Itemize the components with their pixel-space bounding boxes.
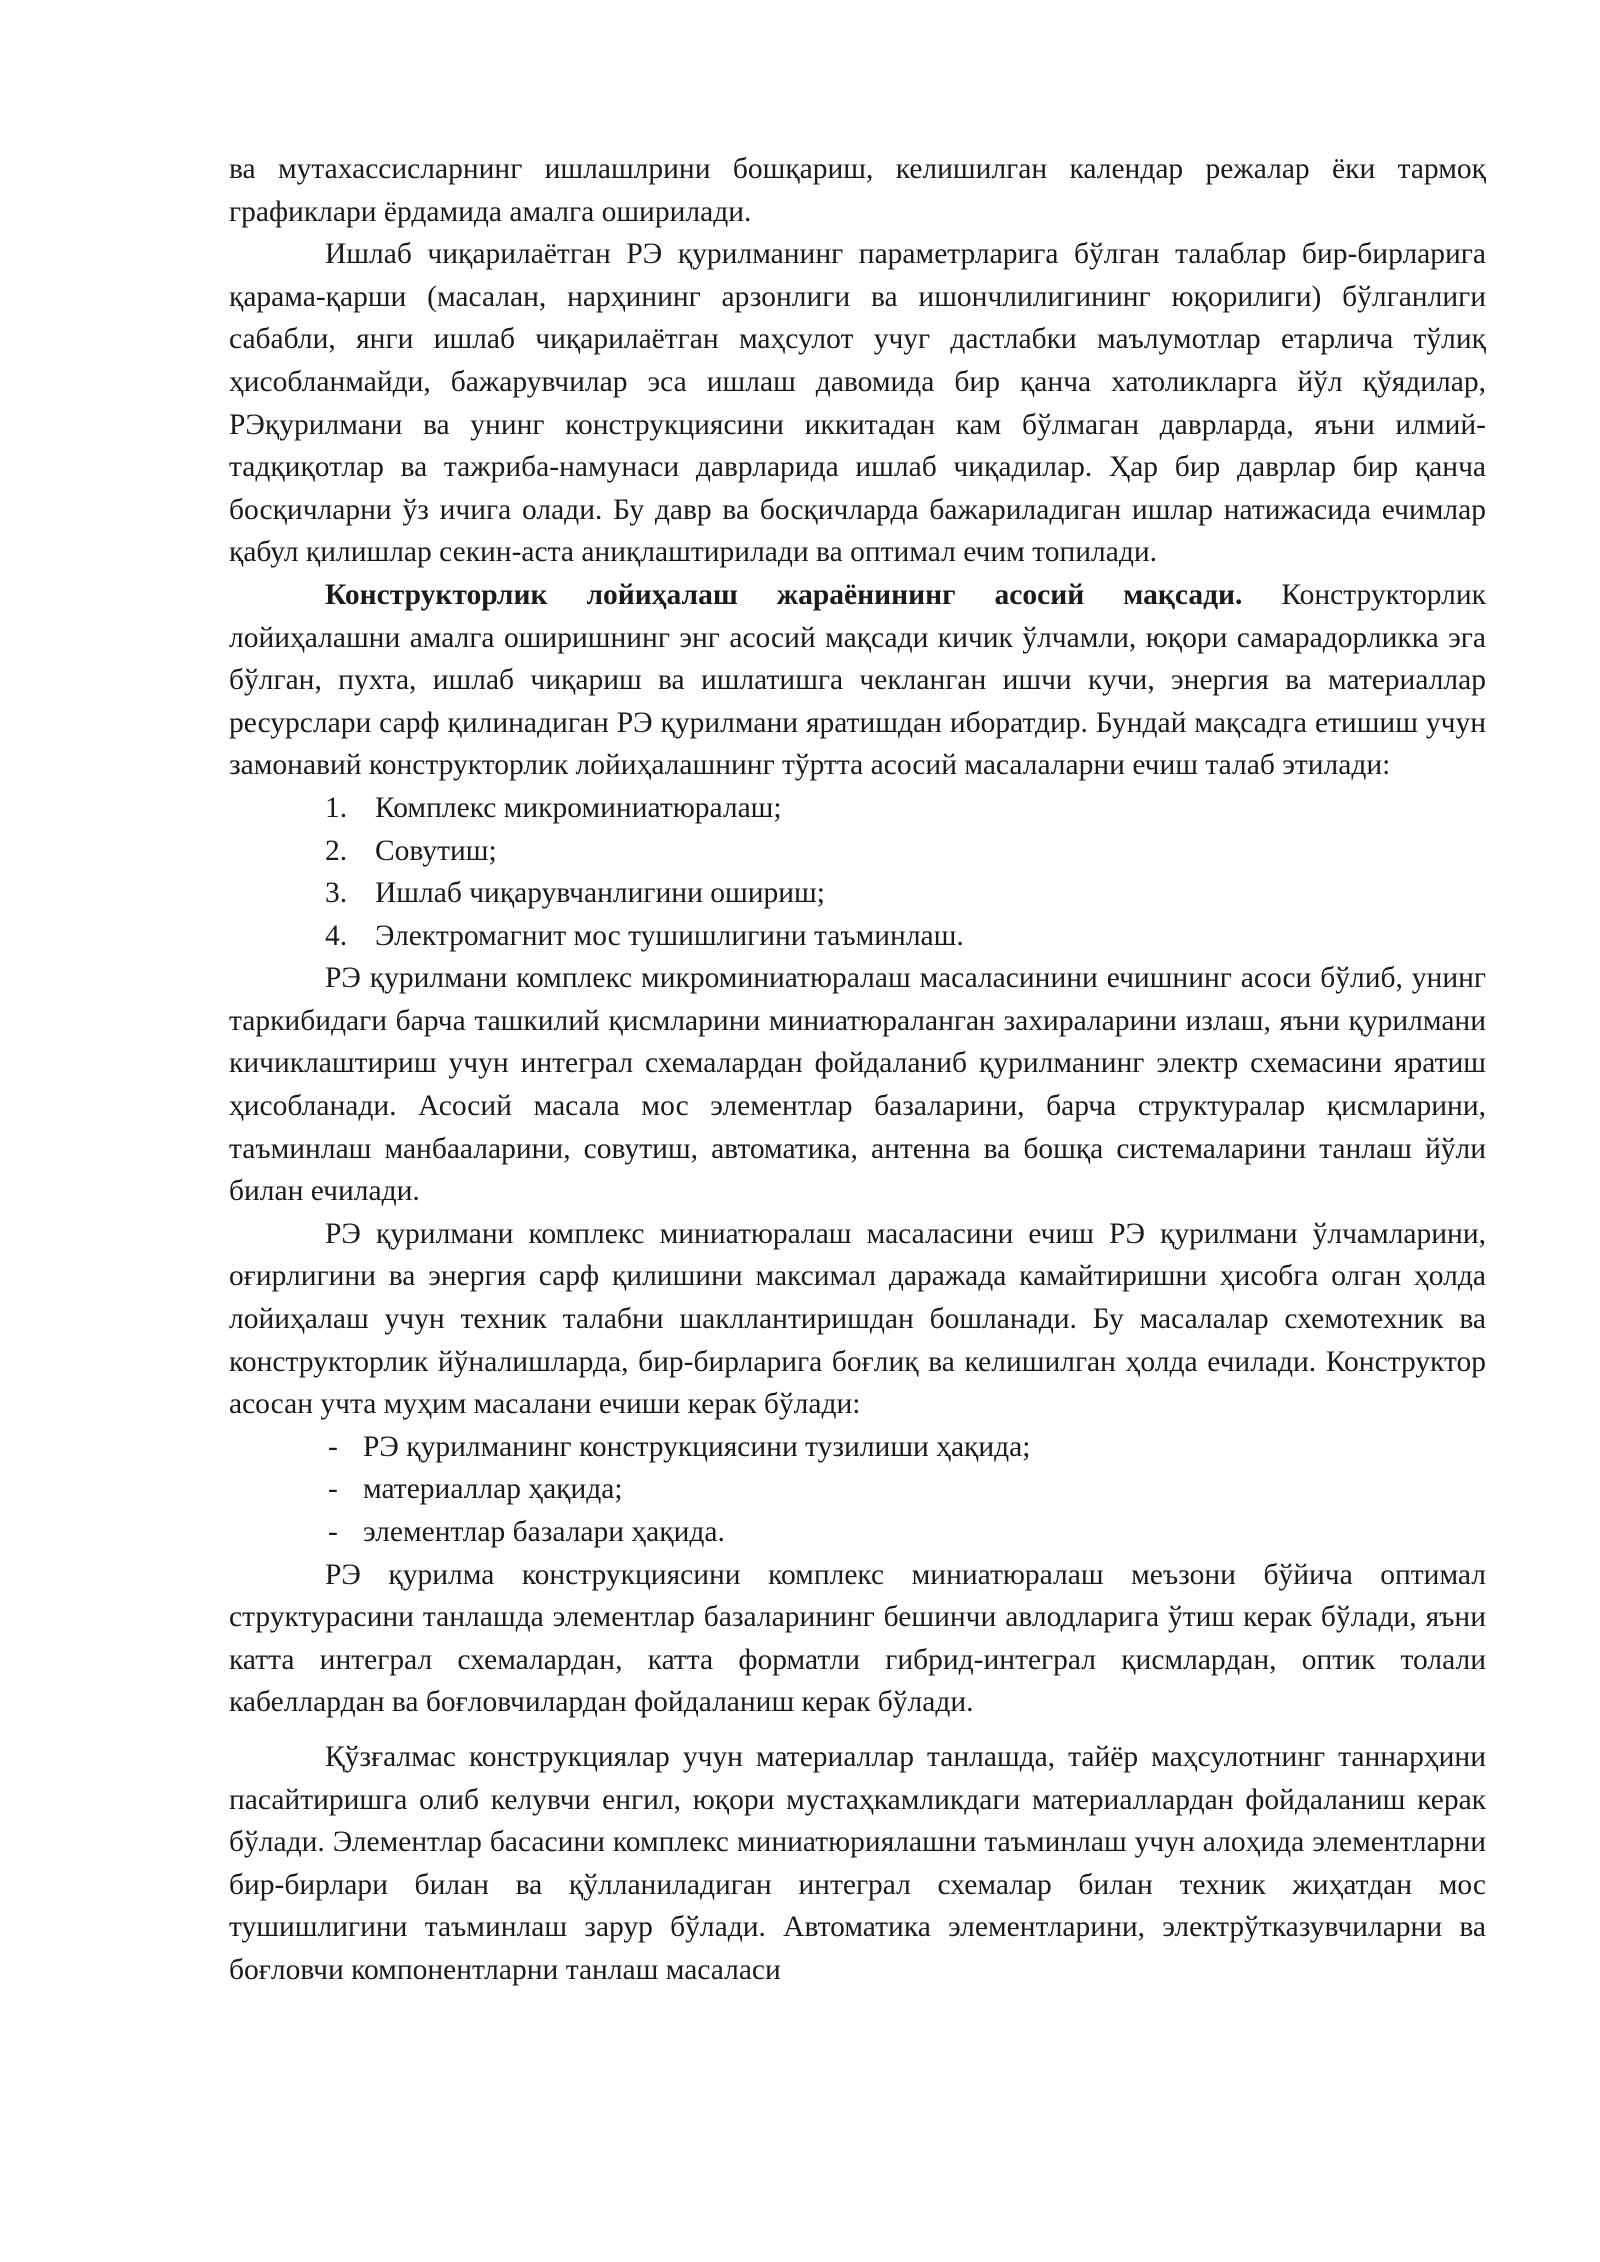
list-item bbox=[229, 1511, 1486, 1554]
list-item bbox=[229, 787, 1486, 830]
list-item-text: материаллар ҳақида; bbox=[363, 1473, 623, 1506]
list-item-number: 4. bbox=[325, 919, 348, 952]
paragraph-materials: Қўзғалмас конструкциялар учун материаллар танлашда, тайёр маҳсулотнинг таннарҳини пасайтиришга олиб келувчи енгил, юқори мустаҳкамликдаги материаллардан фойдаланиш керак бўлади. Элементлар басасини комплекс миниатюриялашни таъминлаш учун алоҳида элементларни бир-бирлари билан ва қўлланиладиган интеграл схемалар билан техник жиҳатдан мос тушишлигини таъминлаш зарур бўлади. Автоматика элементларини, электрўтказувчиларни ва боғловчи компонентларни танлаш масаласи bbox=[229, 1740, 1486, 1986]
list-item-text: элементлар базалари ҳақида. bbox=[363, 1516, 725, 1548]
numbered-list bbox=[229, 787, 1486, 957]
list-item-number: 2. bbox=[325, 834, 348, 867]
list-item bbox=[229, 830, 1486, 873]
list-item-text: Комплекс микроминиатюралаш; bbox=[375, 791, 782, 824]
list-item-text: Электромагнит мос тушишлигини таъминлаш. bbox=[375, 919, 964, 952]
paragraph-element-base: РЭ қурилма конструкциясини комплекс миниатюралаш меъзони бўйича оптимал структурасини танлашда элементлар базаларининг бешинчи авлодларига ўтиш керак бўлади, яъни катта интеграл схемалардан, катта форматли гибрид-интеграл қисмлардан, оптик толали кабеллардан ва боғловчилардан фойдаланиш керак бўлади. bbox=[229, 1558, 1486, 1719]
paragraph-requirements: Ишлаб чиқарилаётган РЭ қурилманинг параметрларига бўлган талаблар бир-бирларига қарама-қарши (масалан, нарҳининг арзонлиги ва ишончлилигининг юқорилиги) бўлганлиги сабабли, янги ишлаб чиқарилаётган маҳсулот учуг дастлабки маълумотлар етарлича тўлиқ ҳисобланмайди, бажарувчилар эса ишлаш давомида бир қанча хатоликларга йўл қўядилар, РЭқурилмани ва унинг конструкциясини иккитадан кам бўлмаган даврларда, яъни илмий-тадқиқотлар ва тажриба-намунаси даврларида ишлаб чиқадилар. Ҳар бир даврлар бир қанча босқичларни ўз ичига олади. Бу давр ва босқичларда бажариладиган ишлар натижасида ечимлар қабул қилишлар секин-аста аниқлаштирилади ва оптимал ечим топилади. bbox=[229, 238, 1486, 569]
list-item-number: 3. bbox=[325, 877, 348, 910]
paragraph-miniaturization-tasks: РЭ қурилмани комплекс миниатюралаш масаласини ечиш РЭ қурилмани ўлчамларини, оғирлигини ва энергия сарф қилишини максимал даражада камайтиришни ҳисобга олган ҳолда лойиҳалаш учун техник талабни шакллантиришдан бошланади. Бу масалалар схемотехник ва конструкторлик йўналишларда, бир-бирларига боғлиқ ва келишилган ҳолда ечилади. Конструктор асосан учта муҳим масалани ечиши керак бўлади: bbox=[229, 1217, 1486, 1421]
list-item-dash: - bbox=[328, 1430, 338, 1463]
section-heading-inline: Конструкторлик лойиҳалаш жараёнининг асосий мақсади. bbox=[325, 578, 1243, 611]
paragraph-microminiaturization: РЭ қурилмани комплекс микроминиатюралаш масаласинини ечишнинг асоси бўлиб, унинг таркибидаги барча ташкилий қисмларини миниатюраланган захираларини излаш, яъни қурилмани кичиклаштириш учун интеграл схемалардан фойдаланиб қурилманинг электр схемасини яратиш ҳисобланади. Асосий масала мос элементлар базаларини, барча структуралар қисмларини, таъминлаш манбааларини, совутиш, автоматика, антенна ва бошқа системаларини танлаш йўли билан ечилади. bbox=[229, 962, 1486, 1208]
paragraph-design-goal bbox=[229, 574, 1486, 787]
document-page bbox=[229, 148, 1486, 1992]
list-item-text: Ишлаб чиқарувчанлигини ошириш; bbox=[375, 877, 825, 910]
list-item bbox=[229, 1468, 1486, 1511]
list-item bbox=[229, 872, 1486, 915]
list-item bbox=[229, 1426, 1486, 1469]
list-item-text: Совутиш; bbox=[375, 834, 497, 867]
paragraph-continuation: ва мутахассисларнинг ишлашлрини бошқариш, келишилган календар режалар ёки тармоқ графиклари ёрдамида амалга оширилади. bbox=[229, 153, 1486, 228]
list-item-dash: - bbox=[328, 1473, 338, 1506]
dash-list bbox=[229, 1426, 1486, 1554]
list-item-dash: - bbox=[328, 1516, 338, 1548]
list-item-text: РЭ қурилманинг конструкциясини тузилиши ҳақида; bbox=[363, 1430, 1031, 1463]
list-item bbox=[229, 915, 1486, 958]
paragraph-design-goal-text: Конструкторлик лойиҳалашни амалга оширишнинг энг асосий мақсади кичик ўлчамли, юқори самарадорликка эга бўлган, пухта, ишлаб чиқариш ва ишлатишга чекланган ишчи кучи, энергия ва материаллар ресурслари сарф қилинадиган РЭ қурилмани яратишдан иборатдир. Бундай мақсадга етишиш учун замонавий конструкторлик лойиҳалашнинг тўртта асосий масалаларни ечиш талаб этилади: bbox=[229, 578, 1486, 782]
list-item-number: 1. bbox=[325, 791, 348, 824]
